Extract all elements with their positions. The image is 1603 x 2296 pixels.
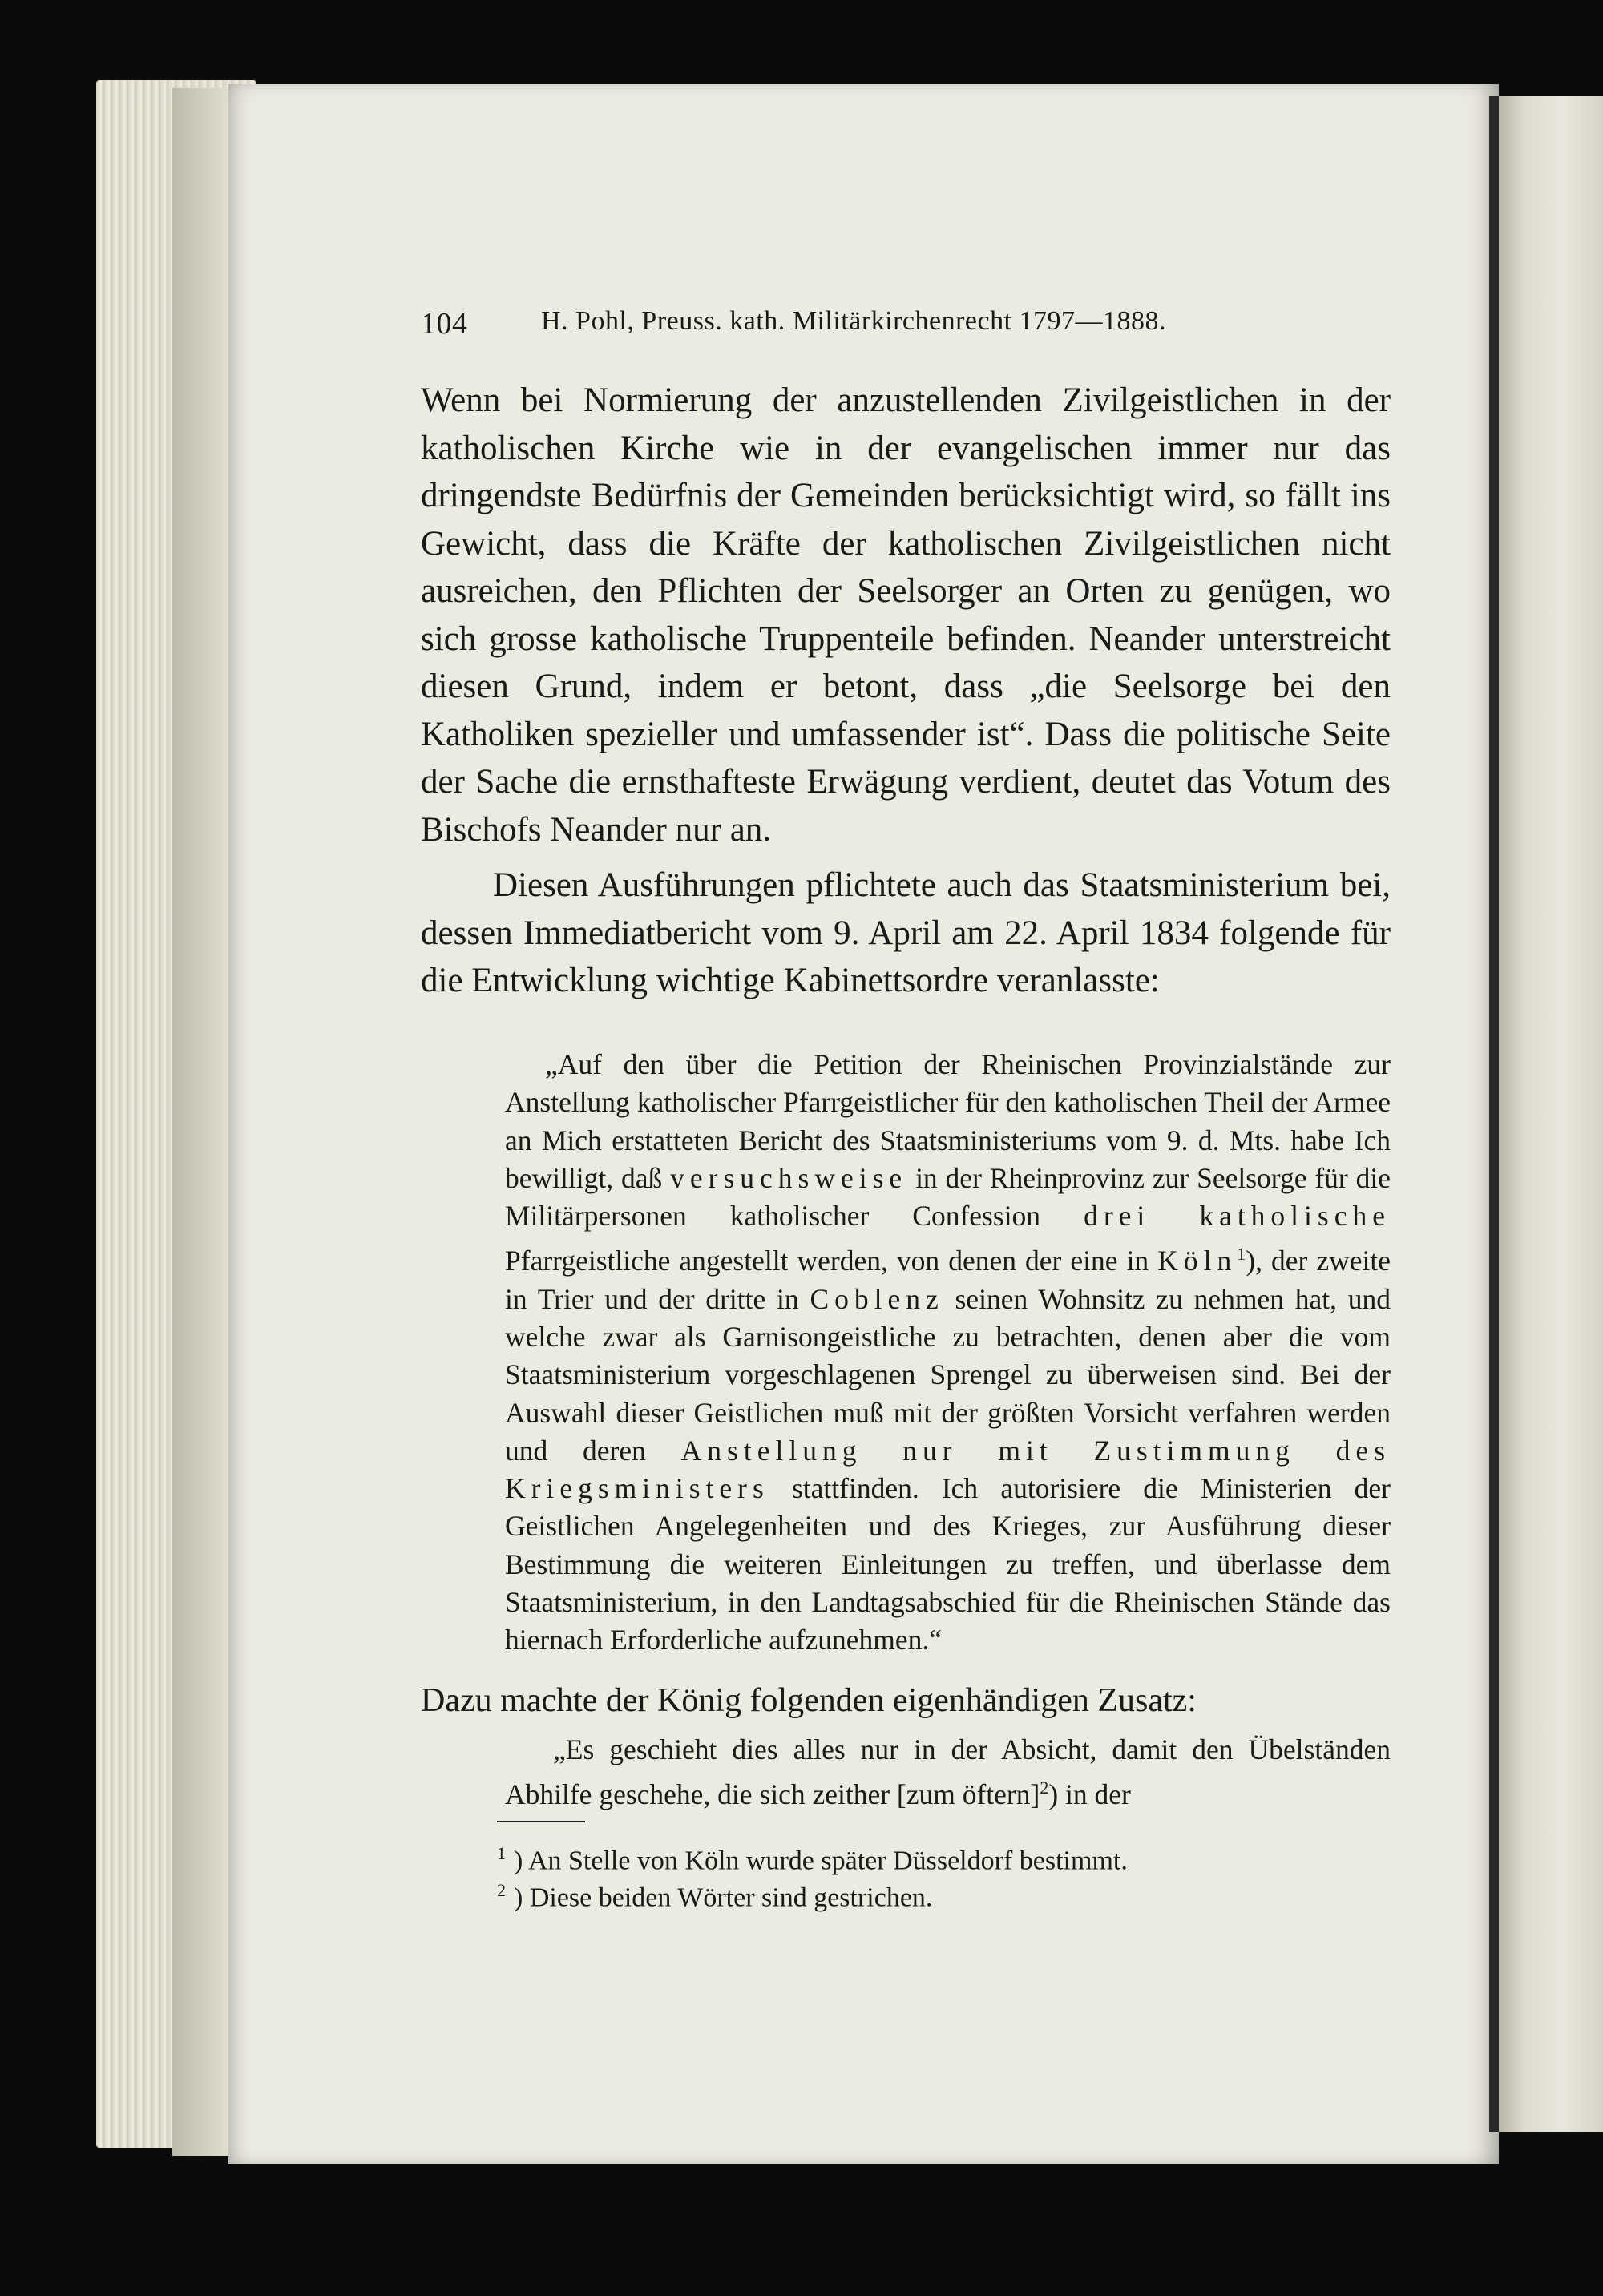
quote-text-5: seinen Wohnsitz zu nehmen hat, und welche zwar als Garnisongeistliche zu betrachten, denen aber die vom Staatsministerium vorgeschlagenen Sprengel zu überweisen sind. Bei der Auswahl dieser Geistlichen muß mit der größten Vorsicht verfahren werden und deren — [505, 1282, 1391, 1467]
quote-emphasis-versuchsweise: versuchsweise — [670, 1161, 908, 1194]
running-head — [421, 306, 1391, 341]
footnote-rule — [497, 1821, 585, 1822]
quote-emphasis-coblenz: Coblenz — [810, 1282, 944, 1315]
footnote-text: ) Diese beiden Wörter sind gestrichen. — [514, 1882, 933, 1913]
paragraph-1: Wenn bei Normierung der anzustellenden Zivilgeistlichen in der katholischen Kirche wie in der evangelischen immer nur das dringendste Bedürfnis der Gemeinden berücksichtigt wird, so fällt ins Gewicht, dass die Kräfte der katholischen Zivilgeistlichen nicht ausreichen, den Pflichten der Seelsorger an Orten zu genügen, wo sich grosse katholische Truppenteile befinden. Neander unterstreicht diesen Grund, indem er betont, dass „die Seelsorge bei den Katholiken spezieller und umfassender ist“. Dass die politische Seite der Sache die ernsthafteste Erwägung verdient, deutet das Votum des Bischofs Neander nur an. — [421, 381, 1391, 849]
quote-emphasis-koeln: Köln — [1157, 1245, 1238, 1277]
footnote-1 — [497, 1837, 1128, 1878]
footnote-ref-1: 1 — [1237, 1244, 1246, 1265]
facing-page-edge — [1499, 96, 1603, 2132]
quote-text-3: Pfarrgeistliche angestellt werden, von denen der eine in — [505, 1245, 1149, 1277]
quote-text-1: „Auf den über die Petition der Rheinischen Provinzialstände zur Anstellung katholischer Pfarrgeistlicher für den katholischen Theil der Armee an Mich erstatteten Bericht des Staatsministeriums vom 9. d. Mts. habe Ich bewilligt, daß — [505, 1048, 1391, 1194]
footnote-2 — [497, 1874, 932, 1915]
footnote-text: ) An Stelle von Köln wurde später Düsseldorf bestimmt. — [514, 1846, 1128, 1876]
page-gutter-shadow — [172, 88, 236, 2156]
paragraph-2: Diesen Ausführungen pflichtete auch das Staatsministerium bei, dessen Immediatbericht vom 9. April am 22. April 1834 folgende für die Entwicklung wichtige Kabinettsordre veranlasste: — [421, 866, 1391, 999]
quote-text-2: in der Rheinprovinz zur Seelsorge für die Militärpersonen katholischer Confession — [505, 1161, 1391, 1233]
quote-emphasis-drei-katholische: drei katholische — [1084, 1200, 1391, 1233]
footnote-mark: 1 — [497, 1843, 506, 1863]
quote-emphasis-anstellung: Anstellung nur mit Zustimmung des Kriegsministers — [505, 1434, 1391, 1505]
addendum-text-1: „Es geschieht dies alles nur in der Absicht, damit den Übelständen Abhilfe geschehe, die sich zeither [zum öftern] — [505, 1733, 1391, 1811]
running-title: H. Pohl, Preuss. kath. Militärkirchenrecht 1797—1888. — [541, 306, 1167, 336]
addendum-text-2: ) in der — [1048, 1778, 1131, 1811]
royal-addendum-quote — [505, 1731, 1391, 1814]
footnote-mark: 2 — [497, 1880, 506, 1900]
footnote-ref-2: 2 — [1040, 1777, 1049, 1798]
quote-text-6: stattfinden. Ich autorisiere die Ministerien der Geistlichen Angelegenheiten und des Krieges, zur Ausführung dieser Bestimmung die weiteren Einleitungen zu treffen, und überlasse dem Staatsministerium, in den Landtagsabschied für die Rheinischen Stände das hiernach Erforderliche aufzunehmen.“ — [505, 1472, 1391, 1656]
quote-text-4: ), der zweite in Trier und der dritte in — [505, 1245, 1391, 1315]
page-number: 104 — [421, 307, 468, 341]
cabinet-order-quote — [505, 1046, 1391, 1660]
paragraph-3: Dazu machte der König folgenden eigenhändigen Zusatz: — [421, 1682, 1197, 1719]
